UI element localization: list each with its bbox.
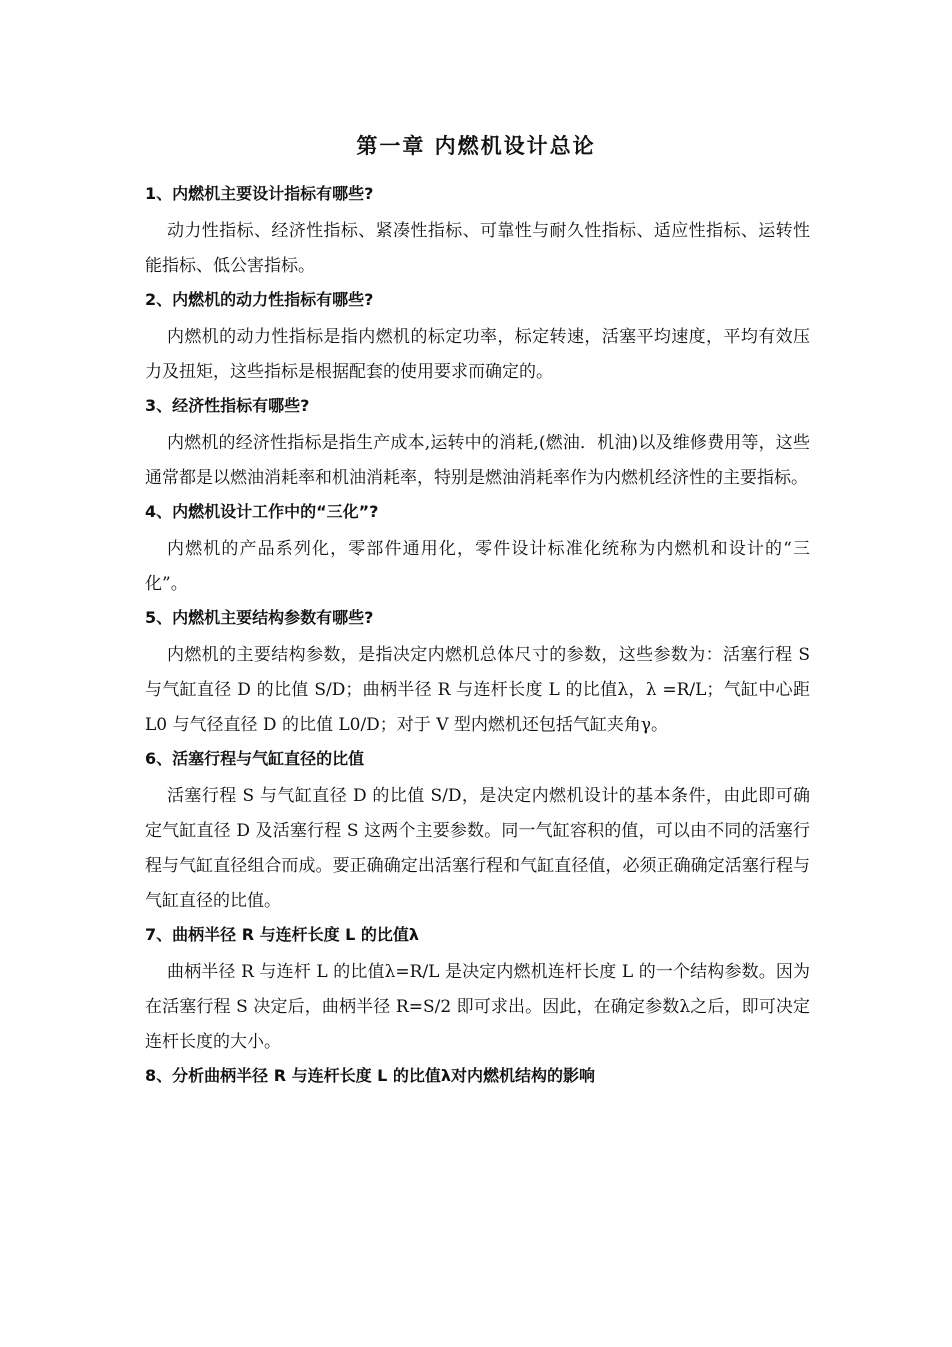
answer-paragraph: 动力性指标、经济性指标、紧凑性指标、可靠性与耐久性指标、适应性指标、运转性能指标、低公害指标。 <box>145 221 810 276</box>
question-heading: 8、分析曲柄半径 R 与连杆长度 L 的比值λ对内燃机结构的影响 <box>145 1066 596 1085</box>
question-heading: 5、内燃机主要结构参数有哪些? <box>145 608 374 627</box>
answer-paragraph: 内燃机的经济性指标是指生产成本,运转中的消耗,(燃油．机油)以及维修费用等，这些通常都是以燃油消耗率和机油消耗率，特别是燃油消耗率作为内燃机经济性的主要指标。 <box>145 433 810 488</box>
question-heading: 4、内燃机设计工作中的“三化”? <box>145 502 379 521</box>
chapter-title: 第一章 内燃机设计总论 <box>356 133 596 158</box>
question-heading: 7、曲柄半径 R 与连杆长度 L 的比值λ <box>145 925 420 944</box>
question-heading: 2、内燃机的动力性指标有哪些? <box>145 290 374 309</box>
question-heading: 1、内燃机主要设计指标有哪些? <box>145 184 374 203</box>
question-heading: 6、活塞行程与气缸直径的比值 <box>145 749 365 768</box>
answer-paragraph: 活塞行程 S 与气缸直径 D 的比值 S/D，是决定内燃机设计的基本条件，由此即可确定气缸直径 D 及活塞行程 S 这两个主要参数。同一气缸容积的值，可以由不同的活塞行程与气缸直径组合而成。要正确确定出活塞行程和气缸直径值，必须正确确定活塞行程与气缸直径的比值。 <box>145 786 810 911</box>
answer-paragraph: 内燃机的动力性指标是指内燃机的标定功率，标定转速，活塞平均速度，平均有效压力及扭矩，这些指标是根据配套的使用要求而确定的。 <box>145 327 810 382</box>
answer-paragraph: 内燃机的主要结构参数，是指决定内燃机总体尺寸的参数，这些参数为：活塞行程 S 与气缸直径 D 的比值 S/D；曲柄半径 R 与连杆长度 L 的比值λ，λ =R/L；气缸中心距 L0 与气径直径 D 的比值 L0/D；对于 V 型内燃机还包括气缸夹角γ。 <box>145 645 810 735</box>
question-heading: 3、经济性指标有哪些? <box>145 396 310 415</box>
qa-content <box>145 180 810 1096</box>
answer-paragraph: 曲柄半径 R 与连杆 L 的比值λ=R/L 是决定内燃机连杆长度 L 的一个结构参数。因为在活塞行程 S 决定后，曲柄半径 R=S/2 即可求出。因此，在确定参数λ之后，即可决定连杆长度的大小。 <box>145 962 810 1052</box>
answer-paragraph: 内燃机的产品系列化，零部件通用化，零件设计标准化统称为内燃机和设计的“三化”。 <box>145 539 810 594</box>
